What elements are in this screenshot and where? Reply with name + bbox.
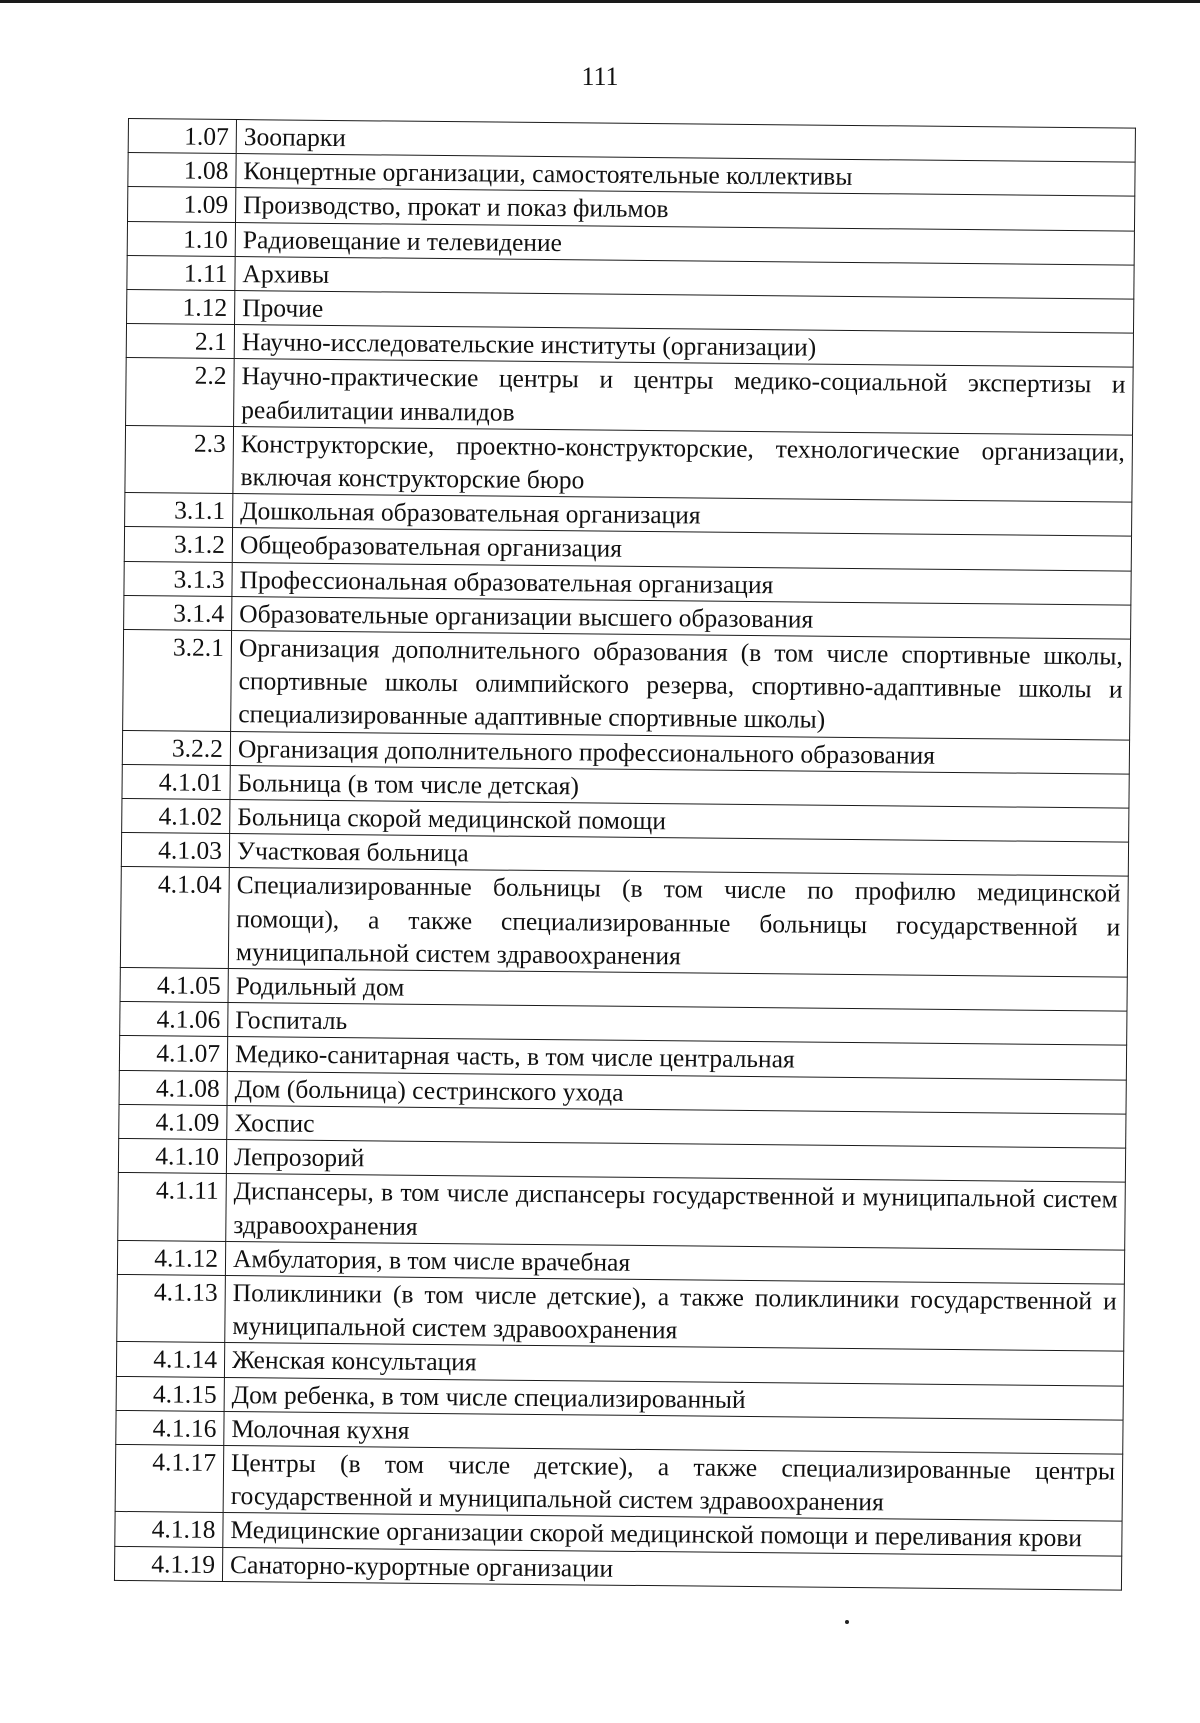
row-name: Хоспис	[227, 1105, 1126, 1148]
table-row	[115, 1444, 1123, 1521]
row-code: 2.3	[125, 425, 234, 493]
row-code: 1.07	[128, 119, 236, 154]
row-name: Специализированные больницы (в том числе по профилю медицинской помощи), а также специализированные больницы государственной и муниципальной систем здравоохранения	[228, 868, 1128, 977]
row-name: Научно-исследовательские институты (организации)	[234, 325, 1133, 368]
row-name: Дом (больница) сестринского ухода	[227, 1071, 1126, 1114]
row-code: 3.1.1	[125, 493, 233, 528]
row-code: 3.2.1	[123, 630, 232, 732]
row-code: 4.1.18	[115, 1512, 223, 1547]
row-code: 2.2	[126, 358, 235, 426]
row-code: 4.1.05	[120, 968, 228, 1003]
row-code: 4.1.09	[119, 1104, 227, 1139]
row-name: Архивы	[235, 256, 1134, 299]
row-name: Женская консультация	[224, 1343, 1123, 1386]
row-code: 4.1.03	[121, 833, 229, 868]
scan-top-edge	[0, 0, 1200, 3]
table-row	[120, 867, 1128, 977]
row-code: 3.1.4	[124, 595, 232, 630]
row-code: 3.2.2	[122, 730, 230, 765]
row-name: Медицинские организации скорой медицинской помощи и переливания крови	[223, 1513, 1122, 1556]
row-name: Научно-практические центры и центры медико-социальной экспертизы и реабилитации инвалидов	[234, 359, 1134, 435]
row-name: Прочие	[235, 291, 1134, 334]
row-name: Зоопарки	[236, 120, 1135, 163]
row-name: Диспансеры, в том числе диспансеры государственной и муниципальной систем здравоохранения	[226, 1174, 1126, 1250]
row-name: Организация дополнительного образования (в том числе спортивные школы, спортивные школы олимпийского резерва, спортивно-адаптивные школы и специализированные адаптивные спортивные школы)	[231, 631, 1131, 740]
row-code: 4.1.14	[116, 1342, 224, 1377]
row-code: 4.1.11	[118, 1173, 227, 1241]
row-name: Участковая больница	[229, 834, 1128, 877]
row-code: 4.1.17	[115, 1444, 224, 1512]
row-code: 4.1.16	[116, 1410, 224, 1445]
row-name: Лепрозорий	[226, 1140, 1125, 1183]
row-name: Центры (в том числе детские), а также специализированные центры государственной и муниципальной систем здравоохранения	[223, 1445, 1123, 1521]
row-name: Профессиональная образовательная организация	[232, 562, 1131, 605]
row-name: Образовательные организации высшего образования	[232, 596, 1131, 639]
scan-speck	[845, 1620, 849, 1624]
row-code: 4.1.01	[122, 764, 230, 799]
row-name: Госпиталь	[228, 1003, 1127, 1046]
table-row	[117, 1274, 1125, 1351]
row-code: 1.12	[127, 290, 235, 325]
row-code: 1.09	[128, 187, 236, 222]
row-code: 3.1.3	[124, 561, 232, 596]
row-name: Медико-санитарная часть, в том числе центральная	[227, 1037, 1126, 1080]
row-code: 4.1.13	[117, 1274, 226, 1342]
row-name: Общеобразовательная организация	[232, 528, 1131, 571]
table-row	[126, 358, 1134, 435]
row-name: Больница (в том числе детская)	[230, 765, 1129, 808]
row-name: Поликлиники (в том числе детские), а также поликлиники государственной и муниципальной систем здравоохранения	[225, 1275, 1125, 1351]
row-code: 4.1.06	[120, 1002, 228, 1037]
row-name: Радиовещание и телевидение	[235, 222, 1134, 265]
row-code: 1.10	[127, 221, 235, 256]
row-name: Молочная кухня	[224, 1411, 1123, 1454]
row-name: Организация дополнительного профессионального образования	[230, 731, 1129, 774]
row-code: 4.1.08	[119, 1070, 227, 1105]
row-code: 4.1.10	[118, 1139, 226, 1174]
table-row	[118, 1173, 1126, 1250]
page-number: 111	[581, 62, 619, 91]
classification-table	[114, 118, 1136, 1590]
row-name: Дом ребенка, в том числе специализированный	[224, 1377, 1123, 1420]
row-name: Дошкольная образовательная организация	[233, 494, 1132, 537]
row-code: 4.1.19	[114, 1546, 222, 1581]
row-name: Санаторно-курортные организации	[222, 1547, 1121, 1590]
row-code: 1.08	[128, 153, 236, 188]
row-name: Концертные организации, самостоятельные коллективы	[236, 154, 1135, 197]
row-code: 3.1.2	[124, 527, 232, 562]
row-name: Конструкторские, проектно-конструкторские, технологические организации, включая конструкторские бюро	[233, 426, 1133, 502]
row-code: 4.1.04	[120, 867, 229, 969]
row-code: 4.1.12	[117, 1240, 225, 1275]
row-code: 1.11	[127, 255, 235, 290]
row-name: Больница скорой медицинской помощи	[230, 800, 1129, 843]
row-code: 4.1.02	[122, 799, 230, 834]
row-code: 2.1	[126, 324, 234, 359]
row-name: Амбулатория, в том числе врачебная	[225, 1241, 1124, 1284]
table-row	[123, 630, 1131, 740]
row-name: Родильный дом	[228, 969, 1127, 1012]
row-code: 4.1.15	[116, 1376, 224, 1411]
row-name: Производство, прокат и показ фильмов	[236, 188, 1135, 231]
table-row	[125, 425, 1133, 502]
row-code: 4.1.07	[119, 1036, 227, 1071]
table-body	[114, 119, 1135, 1590]
